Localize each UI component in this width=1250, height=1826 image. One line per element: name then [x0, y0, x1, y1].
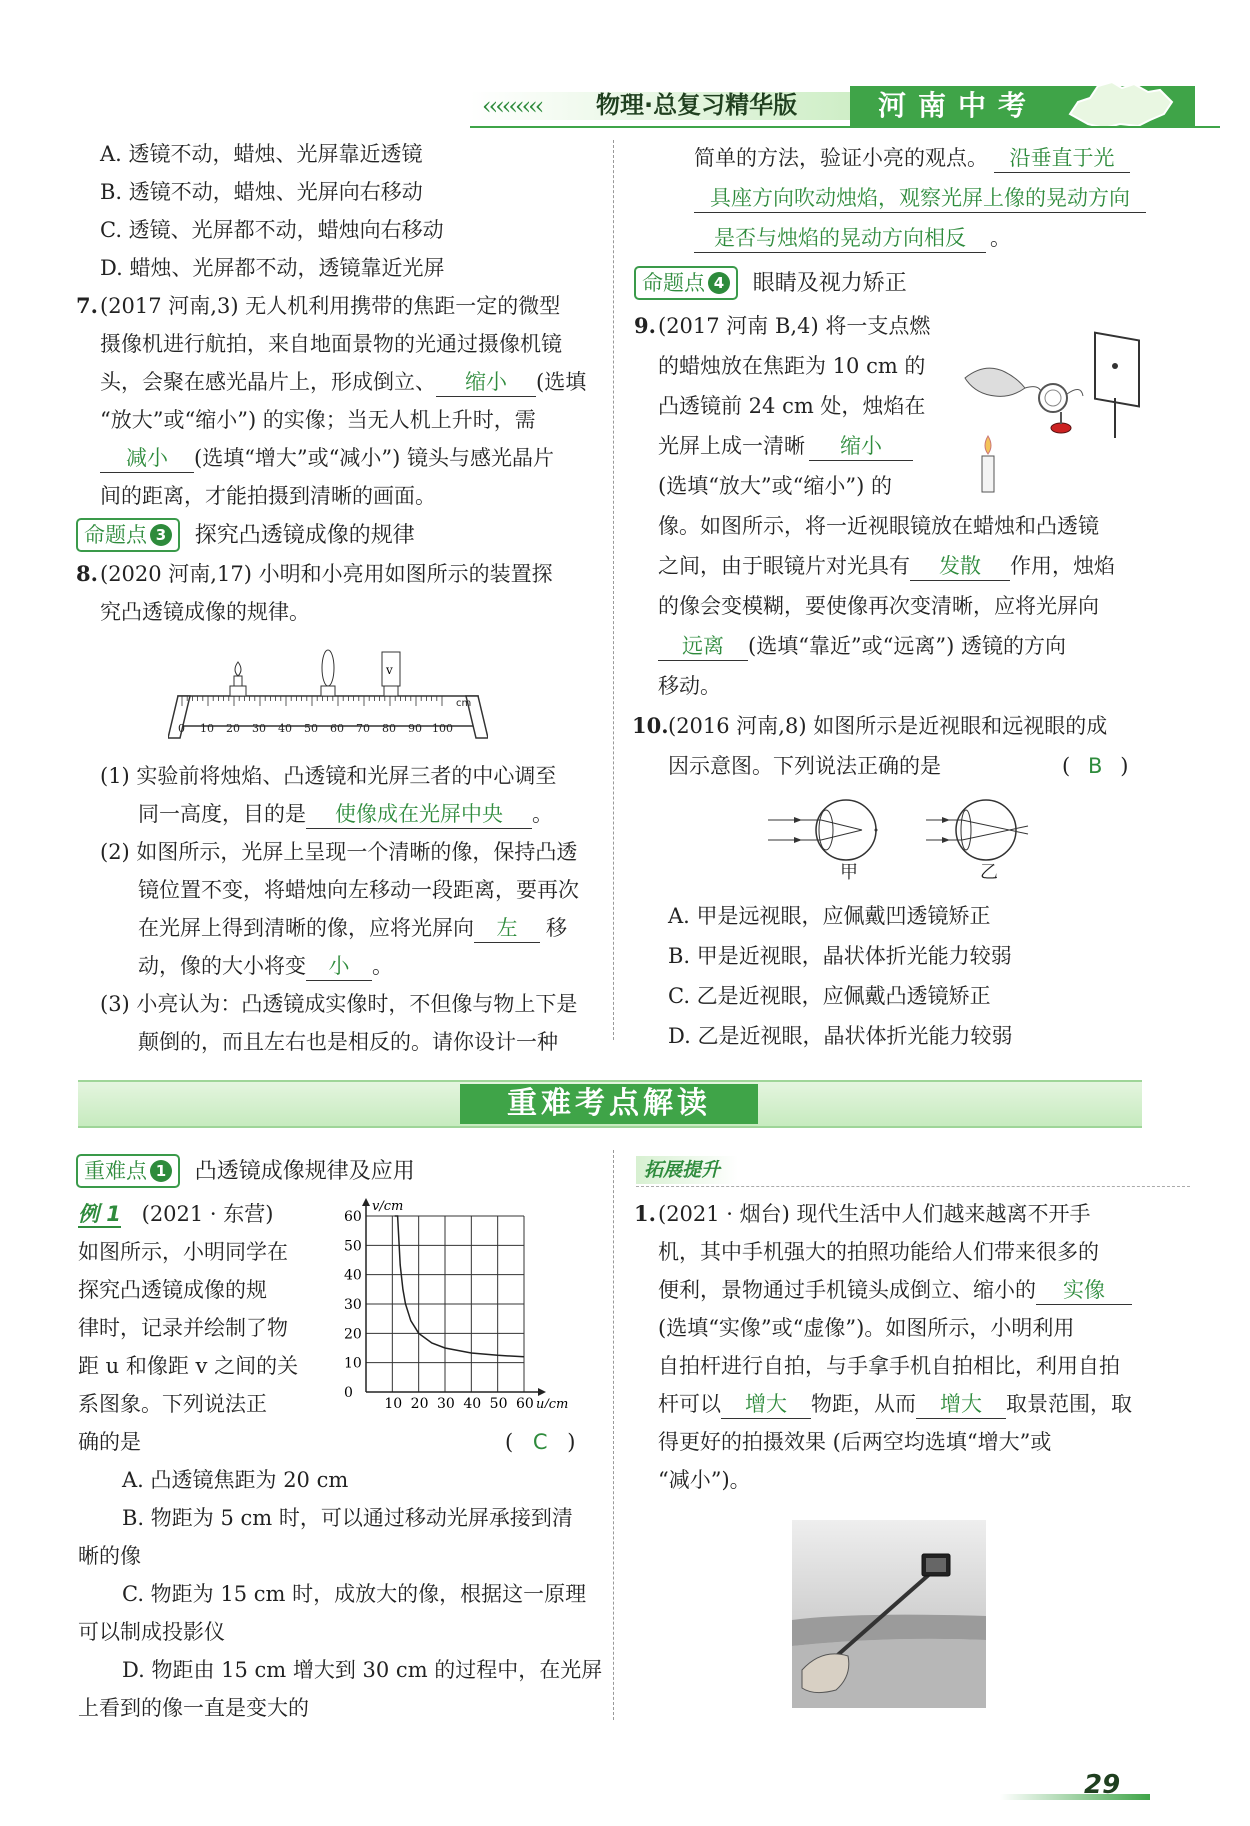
q8-line1: (2020 河南,17) 小明和小亮用如图所示的装置探: [100, 562, 553, 586]
ex1-option-b-cont: 晰的像: [78, 1544, 141, 1568]
q8-part3-answer-2: 具座方向吹动烛焰，观察光屏上像的晃动方向: [694, 184, 1146, 213]
key1-tag: [76, 1154, 180, 1188]
q8-part3-answer-1: 沿垂直于光: [994, 144, 1130, 173]
ex1-line5: 系图象。下列说法正: [78, 1392, 267, 1416]
ex1-source: (2021 · 东营): [141, 1202, 274, 1226]
ruler-tick-50: 50: [304, 722, 318, 735]
q9-line3: 凸透镜前 24 cm 处，烛焰在: [658, 394, 926, 418]
ex1-heading: [78, 1196, 273, 1232]
ex1-option-a: A. 凸透镜焦距为 20 cm: [122, 1468, 349, 1492]
q9-answer-2: 发散: [910, 552, 1010, 581]
q7-line5-text: (选填“增大”或“减小”) 镜头与感光晶片: [194, 446, 555, 470]
eye-label-yi: 乙: [980, 862, 998, 883]
ruler-tick-100: 100: [432, 722, 453, 735]
ruler-tick-20: 20: [226, 722, 240, 735]
q8-part1-end: 。: [532, 802, 553, 826]
q7-line3-text: 头，会聚在感光晶片上，形成倒立、: [100, 370, 436, 394]
page-number-box: [1000, 1770, 1150, 1804]
topic3-label: 命题点: [84, 523, 147, 547]
selfie-stick-photo: [792, 1520, 986, 1708]
page-header: [470, 86, 1220, 126]
ex1-line1: 如图所示，小明同学在: [78, 1240, 288, 1264]
q8-part1-answer: 使像成在光屏中央: [306, 800, 532, 829]
q10-option-d: D. 乙是近视眼，晶状体折光能力较弱: [668, 1024, 1013, 1048]
q9-answer-1: 缩小: [809, 432, 913, 461]
ext-answer-3: 增大: [916, 1390, 1006, 1419]
ex1-option-d: D. 物距由 15 cm 增大到 30 cm 的过程中，在光屏: [122, 1658, 603, 1682]
ext-line5: 自拍杆进行自拍，与手拿手机自拍相比，利用自拍: [658, 1354, 1120, 1378]
page-number: 29: [1084, 1770, 1121, 1800]
svg-text:v: v: [386, 663, 393, 677]
ruler-tick-30: 30: [252, 722, 266, 735]
q10-line1: (2016 河南,8) 如图所示是近视眼和远视眼的成: [668, 714, 1108, 738]
ex1-line6: 确的是: [78, 1430, 141, 1454]
q8-part2-tail: 移: [546, 916, 567, 940]
x-axis-arrow: [538, 1388, 546, 1396]
q9-line5: (选填“放大”或“缩小”) 的: [658, 474, 893, 498]
y-tick-label: 20: [344, 1326, 362, 1343]
topic3-tag: [76, 518, 180, 552]
y-tick-label: 10: [344, 1355, 362, 1372]
ext-line2: 机，其中手机强大的拍照功能给人们带来很多的: [658, 1240, 1099, 1264]
q8-part1-line2: [138, 796, 553, 832]
q8-part3-line1: (3) 小亮认为：凸透镜成实像时，不但像与物上下是: [100, 992, 578, 1016]
ext-line4: (选填“实像”或“虚像”)。如图所示，小明利用: [658, 1316, 1075, 1340]
ext-line6-tail: 取景范围，取: [1006, 1392, 1132, 1416]
y-tick-label: 40: [344, 1267, 362, 1284]
ruler-unit-label: cm: [456, 698, 472, 709]
ex1-answer: C: [532, 1430, 548, 1454]
ruler-tick-60: 60: [330, 722, 344, 735]
ruler-tick-0: 0: [178, 722, 185, 735]
column-divider: [613, 140, 614, 1040]
x-tick-label: 10: [384, 1396, 403, 1408]
ex1-option-b: B. 物距为 5 cm 时，可以通过移动光屏承接到清: [122, 1506, 573, 1530]
q7-line3-tail: (选填: [536, 370, 587, 394]
q8-part1-line1: (1) 实验前将烛焰、凸透镜和光屏三者的中心调至: [100, 764, 557, 788]
banner-title-box: [460, 1084, 758, 1124]
ruler-tick-40: 40: [278, 722, 292, 735]
ext-line6: [658, 1386, 1132, 1422]
ext-line1: (2021 · 烟台) 现代生活中人们越来越离不开手: [658, 1202, 1091, 1226]
q6-option-c: C. 透镜、光屏都不动，蜡烛向右移动: [100, 218, 444, 242]
topic4-heading: [634, 266, 907, 300]
header-region: 河南中考: [878, 89, 1039, 122]
page-number-rule: [1000, 1794, 1150, 1800]
q8-part2-answer-1: 左: [474, 914, 540, 943]
uv-curve: [395, 1216, 524, 1357]
q9-line4: [658, 428, 913, 464]
q8-part3-end: 。: [990, 226, 1011, 250]
q8-part3-answer-3: 是否与烛焰的晃动方向相反: [694, 224, 986, 253]
q7-line3: [100, 364, 586, 400]
q9-line7-tail: 作用，烛焰: [1010, 554, 1115, 578]
key1-heading: [76, 1154, 415, 1188]
q8-number: 8.: [76, 561, 98, 586]
q10-option-c: C. 乙是近视眼，应佩戴凸透镜矫正: [668, 984, 991, 1008]
y-axis-arrow: [362, 1198, 370, 1206]
topic3-title: 探究凸透镜成像的规律: [194, 523, 415, 548]
q9-line9: [658, 628, 1066, 664]
ext-line6-mid: 物距，从而: [811, 1392, 916, 1416]
eye-label-jia: 甲: [840, 862, 858, 883]
q8-part1-text: 同一高度，目的是: [138, 802, 306, 826]
x-tick-label: 60: [516, 1396, 534, 1408]
henan-map-icon: [1060, 74, 1180, 132]
q9-line8: 的像会变模糊，要使像再次变清晰，应将光屏向: [658, 594, 1099, 618]
q8-part2-text: 在光屏上得到清晰的像，应将光屏向: [138, 916, 474, 940]
q10-number: 10.: [632, 713, 669, 738]
q8-part3-line4: [694, 180, 1146, 216]
banner-title: 重难考点解读: [507, 1086, 711, 1121]
ext-number: 1.: [634, 1201, 656, 1226]
ruler-tick-labels: [178, 722, 478, 736]
ex1-line2: 探究凸透镜成像的规: [78, 1278, 267, 1302]
q8-line2: 究凸透镜成像的规律。: [100, 600, 310, 624]
key1-num: 1: [150, 1160, 172, 1182]
q9-line10: 移动。: [658, 674, 721, 698]
q9-line1: (2017 河南 B,4) 将一支点燃: [658, 314, 931, 338]
key1-title: 凸透镜成像规律及应用: [194, 1159, 415, 1184]
y-tick-label: 60: [344, 1209, 362, 1225]
header-book-title: 物理·总复习精华版: [596, 91, 798, 119]
ext-line7: 得更好的拍摄效果 (后两空均选填“增大”或: [658, 1430, 1052, 1454]
q9-line9-text: (选填“靠近”或“远离”) 透镜的方向: [748, 634, 1067, 658]
ext-label: 拓展提升: [636, 1156, 738, 1184]
topic3-num: 3: [150, 524, 172, 546]
ex1-option-c-cont: 可以制成投影仪: [78, 1620, 225, 1644]
y-tick-label: 50: [344, 1238, 362, 1255]
q9-line2: 的蜡烛放在焦距为 10 cm 的: [658, 354, 926, 378]
ruler-tick-70: 70: [356, 722, 370, 735]
q7-line5: [100, 440, 554, 476]
q7-answer-2: 减小: [100, 444, 194, 473]
topic3-heading: [76, 518, 415, 552]
ex1-option-c: C. 物距为 15 cm 时，成放大的像，根据这一原理: [122, 1582, 587, 1606]
q9-number: 9.: [634, 313, 656, 338]
x-tick-label: 40: [463, 1396, 482, 1408]
q8-part2-line1: (2) 如图所示，光屏上呈现一个清晰的像，保持凸透: [100, 840, 578, 864]
x-tick-label: 30: [437, 1396, 455, 1408]
ex1-line4: 距 u 和像距 v 之间的关: [78, 1354, 299, 1378]
header-arrows: ‹‹‹‹‹‹‹‹‹: [482, 92, 542, 120]
q9-answer-3: 远离: [658, 632, 748, 661]
topic4-tag: [634, 266, 738, 300]
header-region-box: [850, 86, 1195, 126]
q6-option-d: D. 蜡烛、光屏都不动，透镜靠近光屏: [100, 256, 445, 280]
ext-answer-2: 增大: [721, 1390, 811, 1419]
x-tick-label: 50: [489, 1396, 508, 1408]
uv-chart: [330, 1196, 600, 1408]
eye-diagrams: [766, 790, 1066, 880]
q9-line7-text: 之间，由于眼镜片对光具有: [658, 554, 910, 578]
q8-part3-line2: 颠倒的，而且左右也是相反的。请你设计一种: [138, 1030, 558, 1054]
ext-line6-text: 杆可以: [658, 1392, 721, 1416]
q10-answer: B: [1087, 754, 1103, 778]
q10-option-b: B. 甲是近视眼，晶状体折光能力较弱: [668, 944, 1012, 968]
ext-line3-text: 便利，景物通过手机镜头成倒立、缩小的: [658, 1278, 1036, 1302]
x-axis-label: u/cm: [536, 1397, 569, 1408]
section-banner: [78, 1080, 1142, 1128]
q7-line1: (2017 河南,3) 无人机利用携带的焦距一定的微型: [100, 294, 561, 318]
ex1-line3: 律时，记录并绘制了物: [78, 1316, 288, 1340]
y-axis-label: v/cm: [372, 1199, 404, 1214]
q7-line6: 间的距离，才能拍摄到清晰的画面。: [100, 484, 436, 508]
q7-line4: “放大”或“缩小”) 的实像；当无人机上升时，需: [100, 408, 536, 432]
ext-line3: [658, 1272, 1132, 1308]
header-rule: [470, 126, 1220, 128]
q8-part2-line4: [138, 948, 393, 984]
ruler-tick-90: 90: [408, 722, 422, 735]
q8-part2-answer-2: 小: [306, 952, 372, 981]
ex1-label: 例 1: [78, 1202, 121, 1226]
q8-part3-line3: [694, 140, 1130, 176]
topic4-num: 4: [708, 272, 730, 294]
q9-line6: 像。如图所示，将一近视眼镜放在蜡烛和凸透镜: [658, 514, 1099, 538]
key1-label: 重难点: [84, 1159, 147, 1183]
lower-column-divider: [613, 1150, 614, 1720]
q9-line4-text: 光屏上成一清晰: [658, 434, 805, 458]
q10-answer-bracket: ( B ): [1062, 748, 1128, 784]
ext-heading: [636, 1156, 1190, 1187]
x-tick-label: 20: [410, 1396, 429, 1408]
q7-answer-1: 缩小: [436, 368, 536, 397]
q6-option-a: A. 透镜不动，蜡烛、光屏靠近透镜: [100, 142, 423, 166]
q7-line2: 摄像机进行航拍，来自地面景物的光通过摄像机镜: [100, 332, 562, 356]
q8-part2-text2: 动，像的大小将变: [138, 954, 306, 978]
ext-answer-1: 实像: [1036, 1276, 1132, 1305]
q6-option-b: B. 透镜不动，蜡烛、光屏向右移动: [100, 180, 423, 204]
q8-part3-line5: [694, 220, 1011, 256]
q9-figure: [955, 318, 1155, 498]
q7-number: 7.: [76, 293, 98, 318]
q10-option-a: A. 甲是远视眼，应佩戴凹透镜矫正: [668, 904, 991, 928]
y-tick-label: 30: [344, 1297, 362, 1313]
ruler-tick-10: 10: [200, 722, 214, 735]
ex1-option-d-cont: 上看到的像一直是变大的: [78, 1696, 309, 1720]
ext-line8: “减小”)。: [658, 1468, 751, 1492]
topic4-title: 眼睛及视力矫正: [752, 271, 907, 296]
ruler-tick-80: 80: [382, 722, 396, 735]
topic4-label: 命题点: [642, 271, 705, 295]
ex1-answer-bracket: ( C ): [505, 1424, 575, 1460]
y-tick-label: 0: [344, 1385, 353, 1401]
q8-part2-line3: [138, 910, 567, 946]
q8-part3-text: 简单的方法，验证小亮的观点。: [694, 146, 988, 170]
q8-part2-end: 。: [372, 954, 393, 978]
q8-part2-line2: 镜位置不变，将蜡烛向左移动一段距离，要再次: [138, 878, 579, 902]
q9-line7: [658, 548, 1115, 584]
q10-line2: 因示意图。下列说法正确的是: [668, 754, 941, 778]
